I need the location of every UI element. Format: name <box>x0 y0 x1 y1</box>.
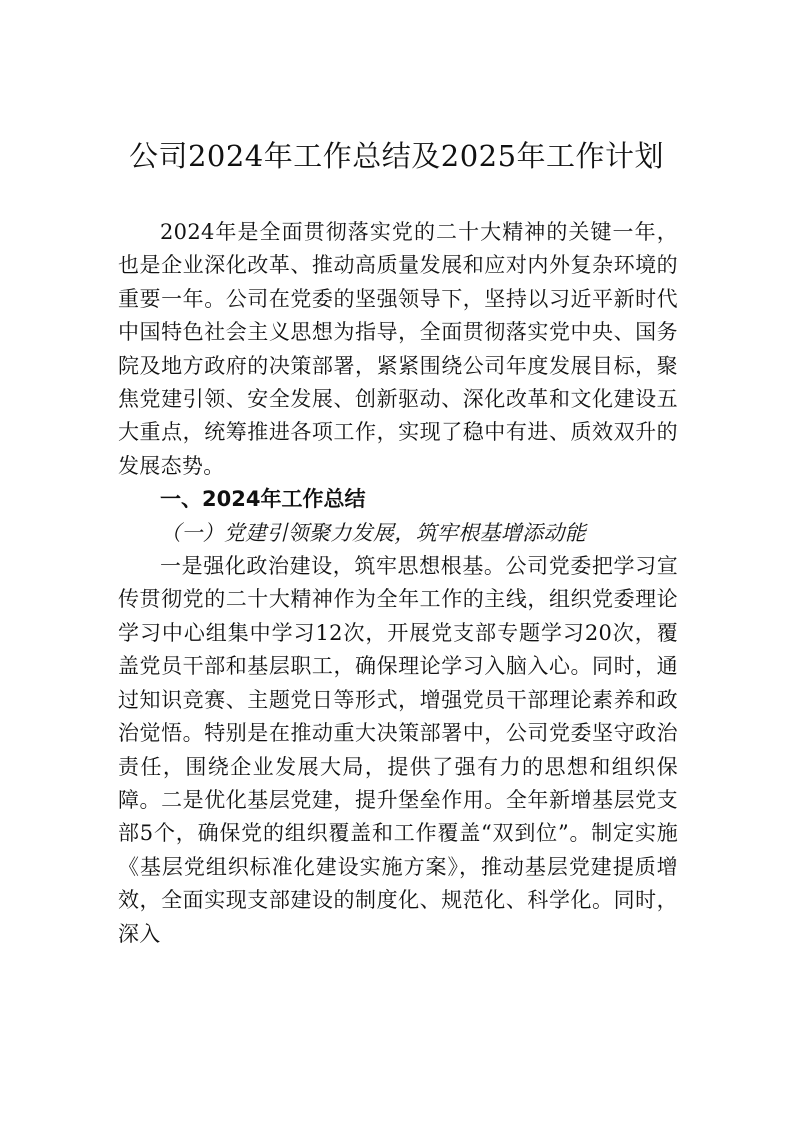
section-heading: 一、2024年工作总结 <box>160 487 366 512</box>
intro-paragraph: 2024年是全面贯彻落实党的二十大精神的关键一年，也是企业深化改革、推动高质量发展和应对内外复杂环境的重要一年。公司在党委的坚强领导下，坚持以习近平新时代中国特色社会主义思想为指导，全面贯彻落实党中央、国务院及地方政府的决策部署，紧紧围绕公司年度发展目标，聚焦党建引领、安全发展、创新驱动、深化改革和文化建设五大重点，统筹推进各项工作，实现了稳中有进、质效双升的发展态势。 <box>118 220 678 478</box>
subsection-heading: （一）党建引领聚力发展，筑牢根基增添动能 <box>160 520 586 545</box>
document-body <box>118 216 678 951</box>
body-paragraph: 一是强化政治建设，筑牢思想根基。公司党委把学习宣传贯彻党的二十大精神作为全年工作的主线，组织党委理论学习中心组集中学习12次，开展党支部专题学习20次，覆盖党员干部和基层职工，确保理论学习入脑入心。同时，通过知识竞赛、主题党日等形式，增强党员干部理论素养和政治觉悟。特别是在推动重大决策部署中，公司党委坚守政治责任，围绕企业发展大局，提供了强有力的思想和组织保障。二是优化基层党建，提升堡垒作用。全年新增基层党支部5个，确保党的组织覆盖和工作覆盖“双到位”。制定实施《基层党组织标准化建设实施方案》，推动基层党建提质增效，全面实现支部建设的制度化、规范化、科学化。同时，深入 <box>118 554 678 946</box>
document-title: 公司2024年工作总结及2025年工作计划 <box>128 139 665 173</box>
